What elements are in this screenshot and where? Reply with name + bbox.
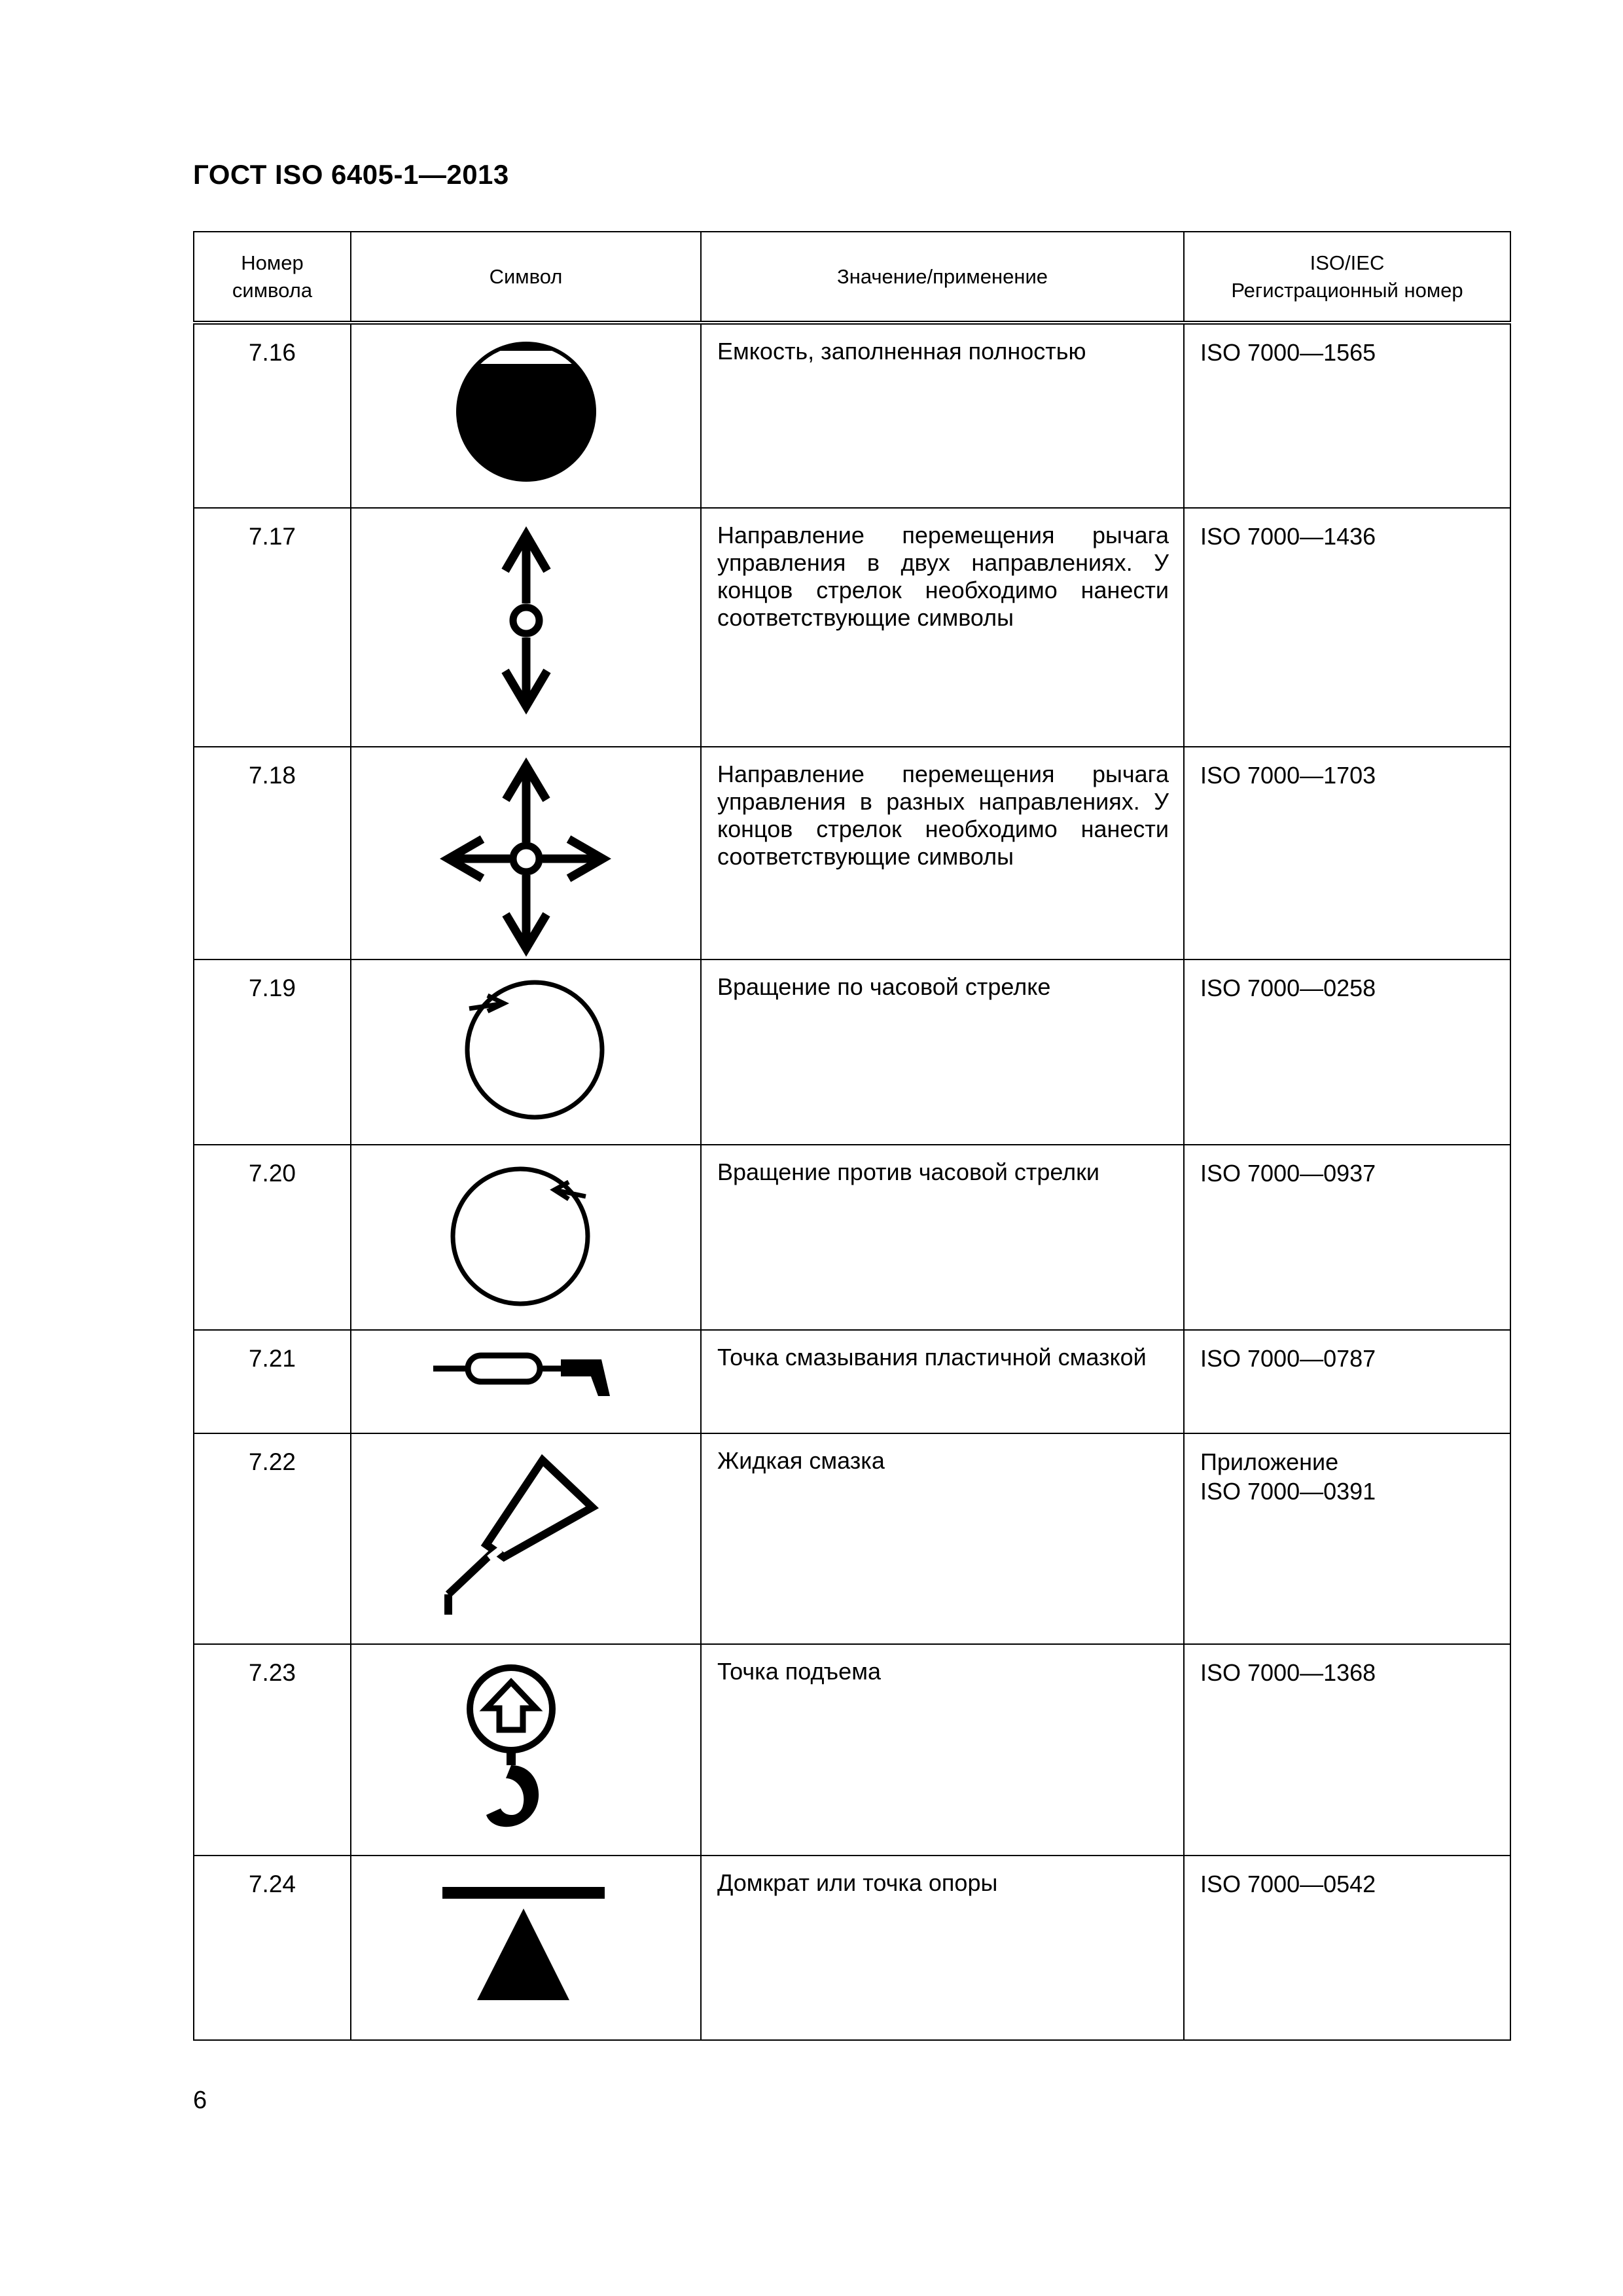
symbol-number: 7.21: [194, 1330, 351, 1433]
registration-number: ISO 7000—0937: [1184, 1145, 1510, 1330]
oil-lubrication-icon: [351, 1434, 702, 1645]
lifting-point-icon: [351, 1645, 702, 1856]
registration-number: ISO 7000—1703: [1184, 747, 1510, 960]
registration-number: ISO 7000—1368: [1184, 1644, 1510, 1856]
registration-number: ISO 7000—0542: [1184, 1856, 1510, 2040]
counterclockwise-rotation-icon: [351, 1145, 702, 1331]
symbol-meaning: Точка подъема: [701, 1644, 1184, 1856]
symbols-table: [193, 231, 1511, 2041]
symbol-meaning: Емкость, заполненная полностью: [701, 323, 1184, 508]
table-row: [194, 508, 1510, 747]
table-header-row: [194, 232, 1510, 323]
container-full-icon: [351, 325, 702, 510]
table-row: [194, 1330, 1510, 1433]
column-header-meaning: Значение/применение: [701, 232, 1184, 323]
registration-number: Приложение ISO 7000—0391: [1184, 1433, 1510, 1644]
table-row: [194, 1145, 1510, 1330]
lever-multiple-directions-icon: [351, 747, 702, 960]
column-header-number: Номер символа: [194, 232, 351, 323]
lever-two-directions-icon: [351, 509, 702, 747]
symbol-meaning: Направление перемещения рычага управления в двух направлениях. У концов стрелок необходимо нанести соответствующие символы: [701, 508, 1184, 747]
document-title: ГОСТ ISO 6405-1—2013: [193, 159, 509, 190]
symbol-cell: [351, 1145, 701, 1330]
column-header-symbol: Символ: [351, 232, 701, 323]
table-row: [194, 1433, 1510, 1644]
symbol-number: 7.24: [194, 1856, 351, 2040]
registration-number: ISO 7000—1565: [1184, 323, 1510, 508]
symbol-number: 7.23: [194, 1644, 351, 1856]
symbol-cell: [351, 1644, 701, 1856]
registration-number: ISO 7000—1436: [1184, 508, 1510, 747]
symbol-meaning: Вращение против часовой стрелки: [701, 1145, 1184, 1330]
table-row: [194, 960, 1510, 1145]
registration-number: ISO 7000—0258: [1184, 960, 1510, 1145]
clockwise-rotation-icon: [351, 960, 702, 1145]
symbol-number: 7.18: [194, 747, 351, 960]
symbol-meaning: Жидкая смазка: [701, 1433, 1184, 1644]
table-row: [194, 747, 1510, 960]
column-header-registration: ISO/IEC Регистрационный номер: [1184, 232, 1510, 323]
symbol-cell: [351, 1330, 701, 1433]
symbol-cell: [351, 960, 701, 1145]
symbol-cell: [351, 323, 701, 508]
symbol-number: 7.22: [194, 1433, 351, 1644]
symbol-number: 7.20: [194, 1145, 351, 1330]
registration-number: ISO 7000—0787: [1184, 1330, 1510, 1433]
symbol-meaning: Вращение по часовой стрелке: [701, 960, 1184, 1145]
table-row: [194, 1644, 1510, 1856]
symbol-meaning: Точка смазывания пластичной смазкой: [701, 1330, 1184, 1433]
symbol-meaning: Направление перемещения рычага управления в разных направлениях. У концов стрелок необходимо нанести соответствующие символы: [701, 747, 1184, 960]
table-row: [194, 1856, 1510, 2040]
grease-point-icon: [351, 1331, 702, 1434]
symbol-number: 7.17: [194, 508, 351, 747]
symbol-cell: [351, 1856, 701, 2040]
symbol-meaning: Домкрат или точка опоры: [701, 1856, 1184, 2040]
symbol-cell: [351, 1433, 701, 1644]
symbol-number: 7.16: [194, 323, 351, 508]
symbol-cell: [351, 747, 701, 960]
jack-point-icon: [351, 1856, 702, 2041]
symbol-cell: [351, 508, 701, 747]
symbol-number: 7.19: [194, 960, 351, 1145]
page-number: 6: [193, 2087, 207, 2114]
table-row: [194, 323, 1510, 508]
